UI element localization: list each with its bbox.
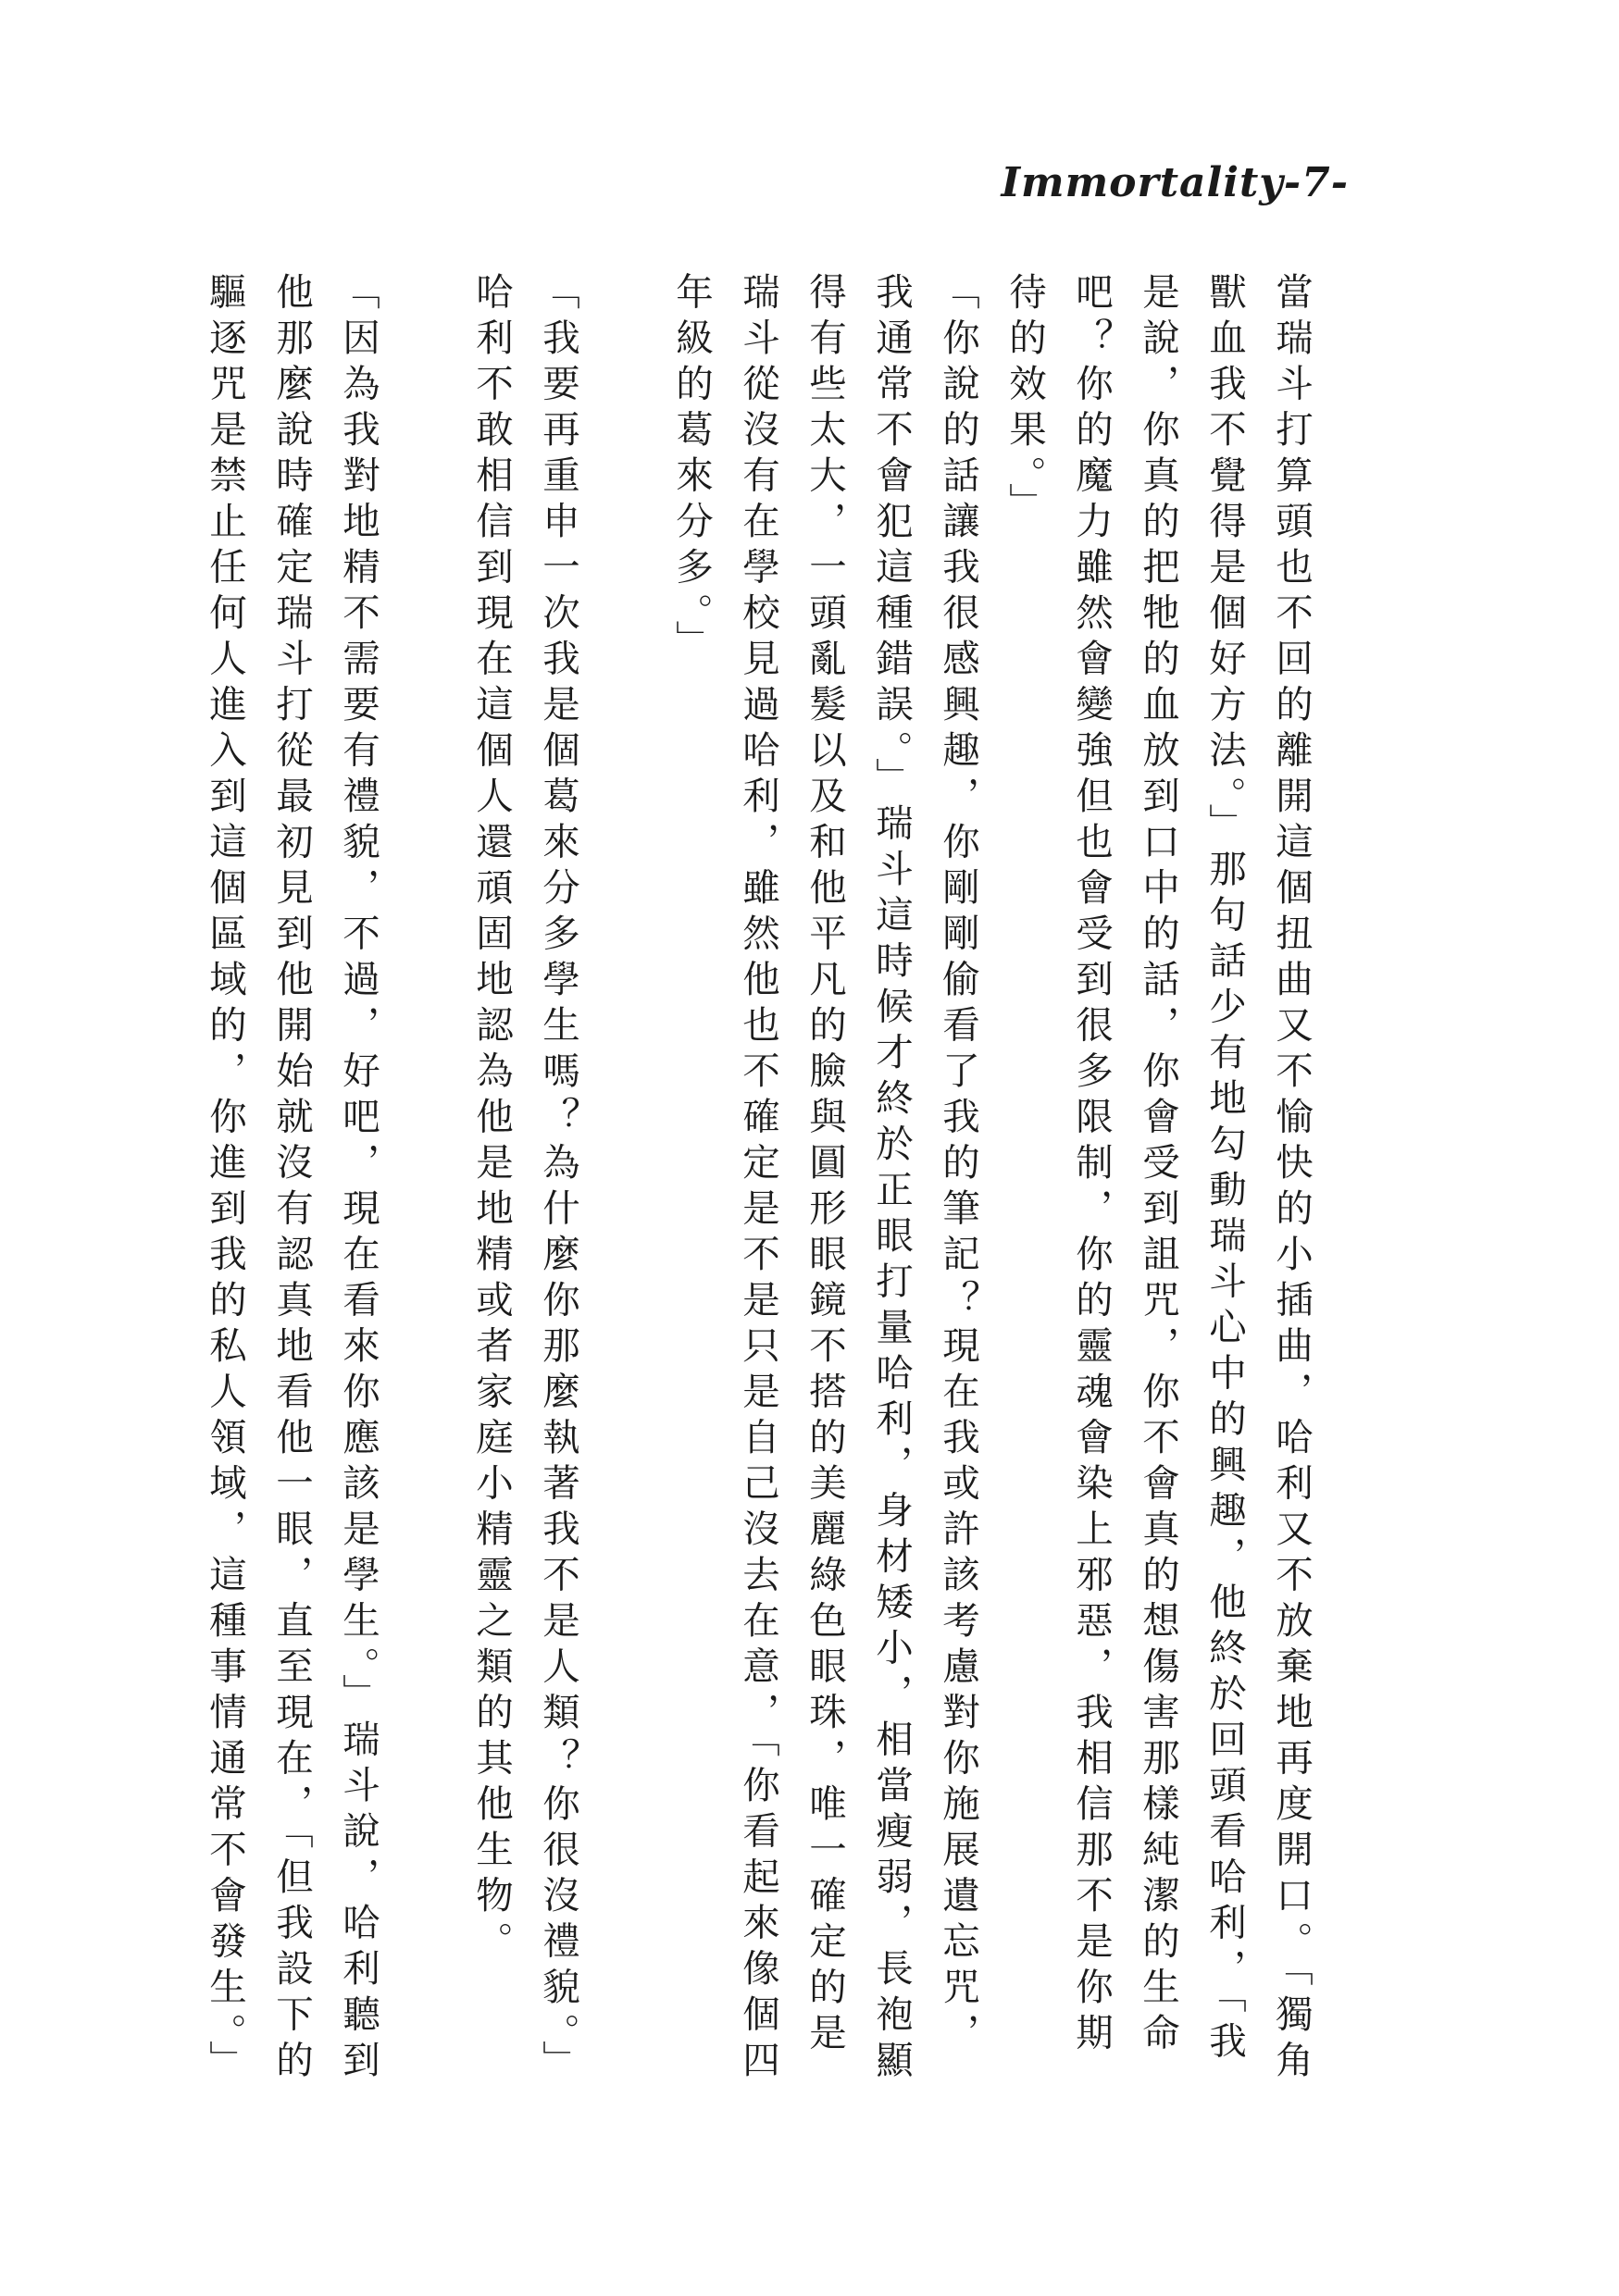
paragraph-4: 「因為我對地精不需要有禮貌，不過，好吧，現在看來你應該是學生。」瑞斗說，哈利聽到他那麼說時確定瑞斗打從最初見到他開始就沒有認真地看他一眼，直至現在，「但我設下的驅逐咒是禁止任何人進入到這個區域的，你進到我的私人領域，這種事情通常不會發生。」 [203,272,380,2086]
body-text [203,272,1325,2086]
running-header: Immortality-7- [1001,159,1349,206]
paragraph-1: 當瑞斗打算頭也不回的離開這個扭曲又不愉快的小插曲，哈利又不放棄地再度開口。「獨角獸血我不覺得是個好方法。」那句話少有地勾動瑞斗心中的興趣，他終於回頭看哈利，「我是說，你真的把牠的血放到口中的話，你會受到詛咒，你不會真的想傷害那樣純潔的生命吧？你的魔力雖然會變強但也會受到很多限制，你的靈魂會染上邪惡，我相信那不是你期待的效果。」 [1003,272,1314,2086]
paragraph-2: 「你說的話讓我很感興趣，你剛剛偷看了我的筆記？現在我或許該考慮對你施展遺忘咒，我通常不會犯這種錯誤。」瑞斗這時候才終於正眼打量哈利，身材矮小，相當瘦弱，長袍顯得有些太大，一頭亂髮以及和他平凡的臉與圓形眼鏡不搭的美麗綠色眼珠，唯一確定的是瑞斗從沒有在學校見過哈利，雖然他也不確定是不是只是自己沒去在意，「你看起來像個四年級的葛來分多。」 [669,272,980,2086]
paragraph-3: 「我要再重申一次我是個葛來分多學生嗎？為什麼你那麼執著我不是人類？你很沒禮貌。」哈利不敢相信到現在這個人還頑固地認為他是地精或者家庭小精靈之類的其他生物。 [469,272,580,2086]
